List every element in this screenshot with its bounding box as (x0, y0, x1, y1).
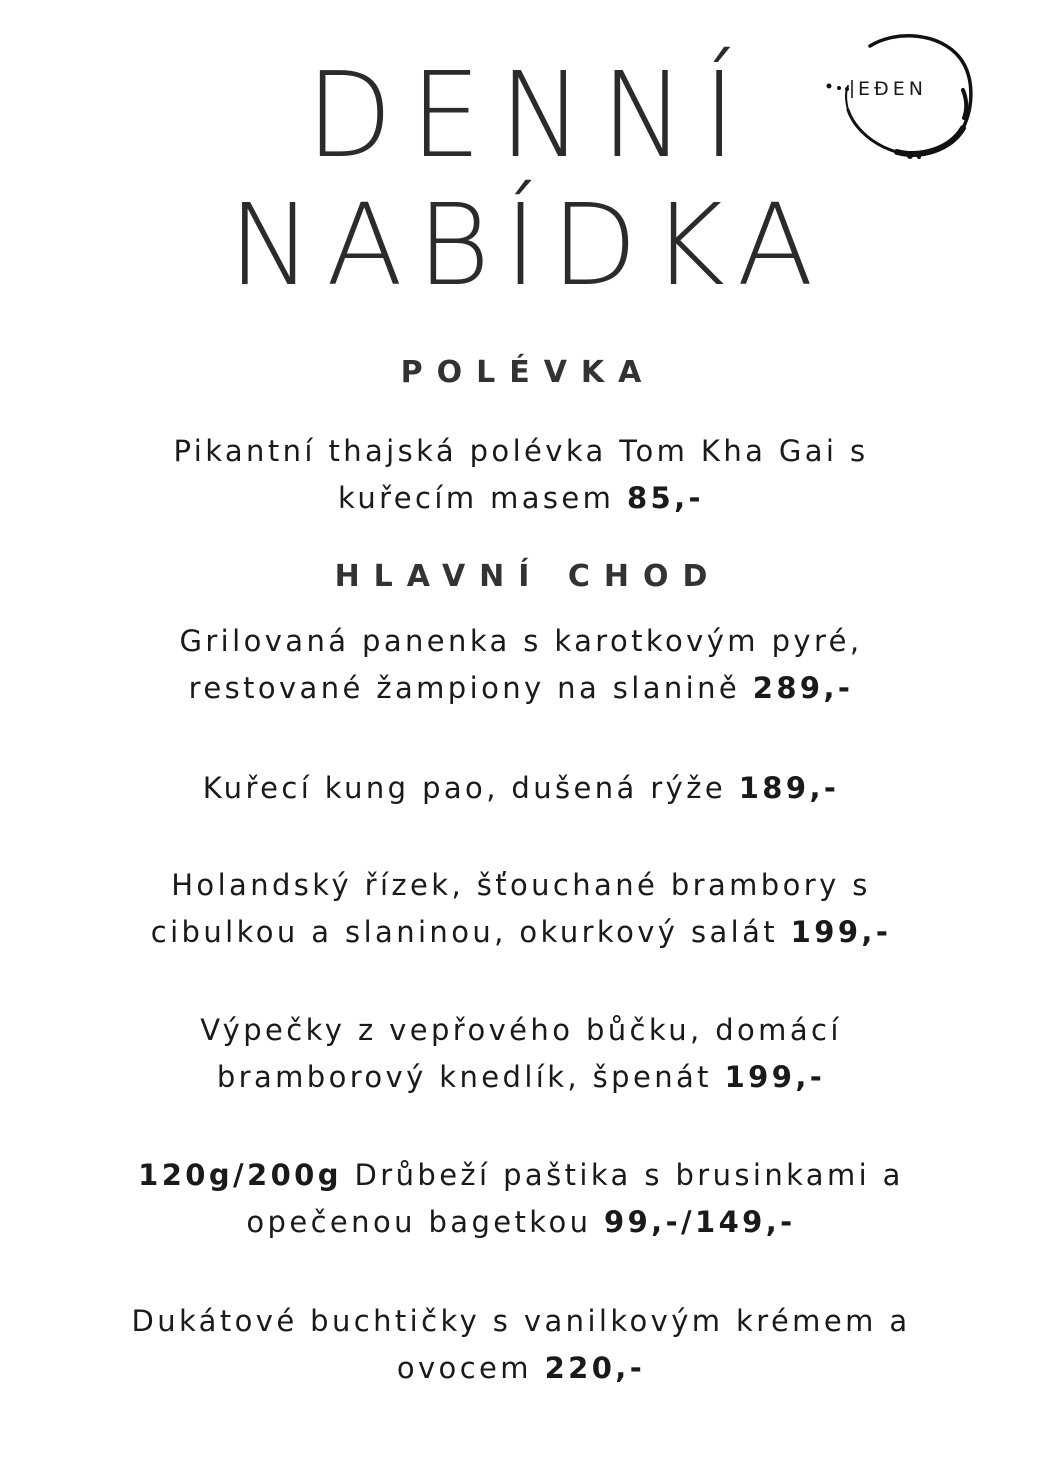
item-price: 99,-/149,- (604, 1205, 796, 1239)
item-text: restované žampiony na slanině (188, 671, 741, 705)
item-line (0, 1152, 1042, 1199)
item-price: 289,- (752, 671, 854, 705)
item-line (0, 909, 1042, 956)
menu-item-main (0, 618, 1042, 712)
item-line: Dukátové buchtičky s vanilkovým krémem a (131, 1304, 911, 1338)
item-text: Drůbeží paštika s brusinkami a (354, 1158, 904, 1192)
menu-item-soup (0, 428, 1042, 522)
title-line-2 (0, 181, 1042, 311)
eden-logo (815, 28, 980, 163)
item-price: 199,- (790, 915, 892, 949)
item-text: bramborový knedlík, špenát (216, 1060, 712, 1094)
item-line (0, 665, 1042, 712)
menu-item-main (0, 765, 1042, 812)
item-line (0, 1054, 1042, 1101)
item-price: 199,- (724, 1060, 826, 1094)
item-price: 85,- (626, 481, 704, 515)
item-line: Pikantní thajská polévka Tom Kha Gai s (173, 434, 869, 468)
item-text: kuřecím masem (338, 481, 615, 515)
item-line (0, 475, 1042, 522)
menu-item-main (0, 1152, 1042, 1246)
item-text: ovocem (396, 1351, 532, 1385)
item-text: opečenou bagetkou (246, 1205, 592, 1239)
item-line (0, 1345, 1042, 1392)
logo-text: EĐEN (858, 78, 927, 100)
section-heading-main: HLAVNÍ CHOD (334, 559, 722, 594)
item-line: Grilovaná panenka s karotkovým pyré, (179, 624, 863, 658)
menu-item-main (0, 862, 1042, 956)
menu-item-main (0, 1298, 1042, 1392)
section-heading-soup: POLÉVKA (400, 355, 656, 390)
item-text: Kuřecí kung pao, dušená rýže (202, 771, 727, 805)
menu-item-main (0, 1007, 1042, 1101)
item-line: Holandský řízek, šťouchané brambory s (171, 868, 871, 902)
item-line (0, 1199, 1042, 1246)
item-weight: 120g/200g (138, 1158, 342, 1192)
title-nabidka: NABÍDKA (228, 181, 828, 311)
item-price: 189,- (738, 771, 840, 805)
item-price: 220,- (544, 1351, 646, 1385)
item-line: Výpečky z vepřového bůčku, domácí (200, 1013, 842, 1047)
item-text: cibulkou a slaninou, okurkový salát (150, 915, 779, 949)
item-line (0, 765, 1042, 812)
title-denni: DENNÍ (306, 47, 754, 185)
